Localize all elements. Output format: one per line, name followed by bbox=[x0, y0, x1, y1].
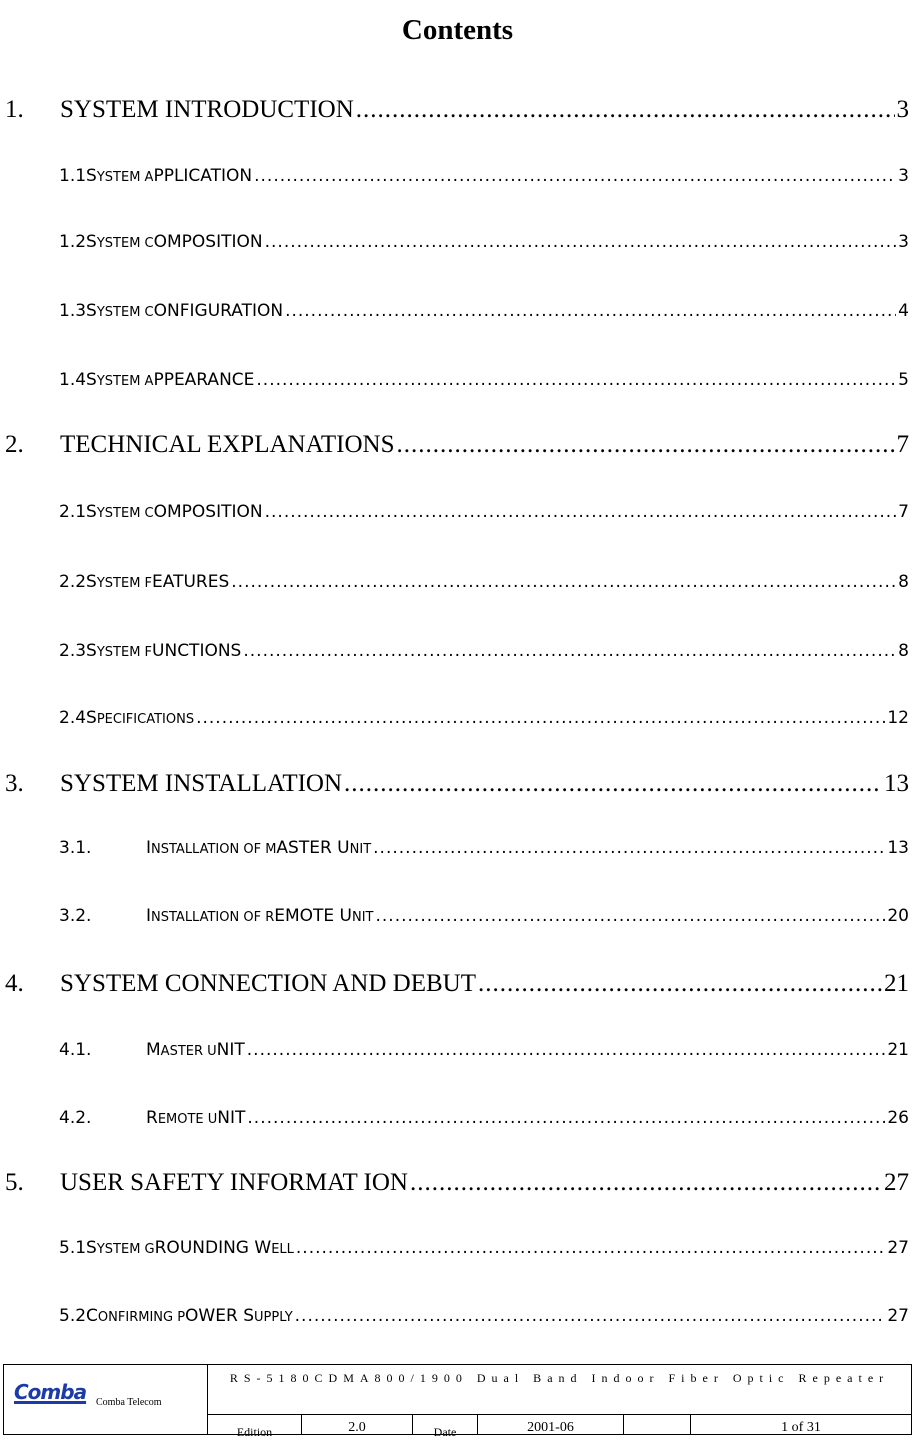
document-meta bbox=[208, 1415, 911, 1439]
toc-section-entry[interactable] bbox=[59, 166, 909, 186]
toc-entry-page: 7 bbox=[898, 502, 909, 522]
toc-label-part: NIT bbox=[352, 910, 374, 925]
toc-label-part: S bbox=[86, 166, 97, 186]
page-number: 1 of 31 bbox=[781, 1420, 821, 1435]
toc-label-part: PECIFICATIONS bbox=[96, 712, 195, 727]
toc-dot-leader bbox=[256, 370, 896, 390]
toc-entry-label bbox=[86, 708, 194, 728]
toc-label-part: UPPLY bbox=[254, 1310, 293, 1325]
toc-label-part: YSTEM F bbox=[96, 576, 153, 591]
toc-label-part: ONFIRMING P bbox=[97, 1310, 186, 1325]
toc-section-entry[interactable] bbox=[59, 502, 909, 522]
toc-dot-leader bbox=[243, 641, 896, 661]
toc-entry-page: 8 bbox=[898, 572, 909, 592]
toc-label-part: UNCTIONS bbox=[152, 641, 242, 661]
toc-dot-leader bbox=[296, 1238, 885, 1258]
toc-label-part: S bbox=[86, 502, 97, 522]
toc-chapter-entry[interactable] bbox=[5, 770, 909, 798]
toc-section-entry[interactable] bbox=[59, 906, 909, 926]
toc-entry-number: 3.2. bbox=[59, 906, 92, 926]
toc-dot-leader bbox=[265, 232, 897, 252]
toc-chapter-entry[interactable] bbox=[5, 970, 909, 998]
toc-entry-number: 5. bbox=[5, 1169, 24, 1196]
toc-label-part: EMOTE U bbox=[157, 1112, 218, 1127]
toc-entry-number: 3. bbox=[5, 770, 24, 797]
document-footer bbox=[3, 1364, 912, 1439]
toc-entry-label bbox=[86, 572, 229, 592]
toc-label-part: S bbox=[86, 301, 97, 321]
toc-label-part: I bbox=[146, 838, 152, 858]
toc-section-entry[interactable] bbox=[59, 1040, 909, 1060]
toc-label-part: NSTALLATION OF M bbox=[151, 842, 277, 857]
toc-label-part: EATURES bbox=[152, 572, 230, 592]
toc-entry-label: SYSTEM INSTALLATION bbox=[60, 770, 343, 797]
toc-label-part: YSTEM A bbox=[96, 374, 154, 389]
toc-entry-number: 1. bbox=[5, 96, 24, 123]
toc-label-part: NSTALLATION OF R bbox=[151, 910, 275, 925]
toc-entry-label: USER SAFETY INFORMAT ION bbox=[60, 1169, 408, 1196]
toc-entry-number: 1.2 bbox=[59, 232, 87, 252]
toc-label-part: ONFIGURATION bbox=[153, 301, 284, 321]
toc-entry-page: 13 bbox=[884, 770, 909, 797]
toc-section-entry[interactable] bbox=[59, 301, 909, 321]
toc-entry-label: SYSTEM CONNECTION AND DEBUT bbox=[60, 970, 476, 997]
toc-chapter-entry[interactable] bbox=[5, 431, 909, 459]
toc-entry-label bbox=[86, 166, 252, 186]
toc-entry-number: 1.3 bbox=[59, 301, 87, 321]
toc-label-part: S bbox=[86, 708, 97, 728]
company-name: Comba Telecom bbox=[96, 1397, 162, 1408]
toc-label-part: PPLICATION bbox=[153, 166, 253, 186]
toc-label-part: S bbox=[86, 1238, 97, 1258]
toc-entry-page: 3 bbox=[898, 232, 909, 252]
toc-section-entry[interactable] bbox=[59, 572, 909, 592]
toc-label-part: C bbox=[86, 1306, 98, 1326]
toc-label-part: YSTEM C bbox=[96, 506, 154, 521]
toc-entry-label bbox=[146, 1108, 245, 1128]
toc-entry-label bbox=[146, 838, 371, 858]
toc-entry-number: 2.3 bbox=[59, 641, 87, 661]
toc-entry-page: 27 bbox=[887, 1238, 909, 1258]
toc-label-part: YSTEM F bbox=[96, 645, 153, 660]
toc-section-entry[interactable] bbox=[59, 370, 909, 390]
toc-entry-page: 21 bbox=[884, 970, 909, 997]
toc-section-entry[interactable] bbox=[59, 232, 909, 252]
toc-section-entry[interactable] bbox=[59, 641, 909, 661]
toc-label-part: YSTEM A bbox=[96, 170, 154, 185]
toc-label-part: NIT bbox=[349, 842, 372, 857]
edition-label: Edition bbox=[208, 1415, 302, 1434]
toc-entry-label bbox=[86, 641, 241, 661]
toc-entry-label bbox=[86, 232, 263, 252]
toc-label-part: ASTER U bbox=[160, 1044, 217, 1059]
toc-entry-number: 5.2 bbox=[59, 1306, 87, 1326]
toc-entry-page: 12 bbox=[887, 708, 909, 728]
toc-entry-number: 3.1. bbox=[59, 838, 92, 858]
toc-entry-label bbox=[86, 301, 283, 321]
toc-label-part: S bbox=[86, 232, 97, 252]
toc-dot-leader bbox=[376, 906, 886, 926]
toc-entry-label bbox=[146, 906, 374, 926]
toc-entry-number: 4.2. bbox=[59, 1108, 92, 1128]
toc-entry-number: 1.4 bbox=[59, 370, 87, 390]
toc-label-part: OMPOSITION bbox=[153, 232, 263, 252]
toc-label-part: R bbox=[146, 1108, 158, 1128]
toc-entry-number: 4.1. bbox=[59, 1040, 92, 1060]
company-logo-cell bbox=[4, 1365, 208, 1434]
toc-label-part: YSTEM C bbox=[96, 305, 154, 320]
toc-entry-page: 3 bbox=[896, 96, 909, 123]
toc-entry-number: 1.1 bbox=[59, 166, 87, 186]
toc-dot-leader bbox=[295, 1306, 886, 1326]
toc-entry-page: 21 bbox=[887, 1040, 909, 1060]
toc-entry-page: 3 bbox=[898, 166, 909, 186]
toc-entry-page: 27 bbox=[884, 1169, 909, 1196]
toc-label-part: S bbox=[86, 641, 97, 661]
toc-entry-label: TECHNICAL EXPLANATIONS bbox=[60, 431, 395, 458]
toc-entry-page: 20 bbox=[887, 906, 909, 926]
toc-entry-page: 27 bbox=[887, 1306, 909, 1326]
date-value: 2001-06 bbox=[478, 1415, 624, 1434]
toc-entry-label bbox=[86, 502, 263, 522]
date-label: Date bbox=[413, 1415, 478, 1434]
toc-dot-leader bbox=[265, 502, 897, 522]
toc-entry-label bbox=[86, 1238, 294, 1258]
toc-dot-leader bbox=[344, 770, 882, 798]
toc-label-part: OWER S bbox=[185, 1306, 254, 1326]
toc-entry-number: 2. bbox=[5, 431, 24, 458]
toc-label-part: M bbox=[146, 1040, 161, 1060]
toc-entry-label bbox=[86, 370, 254, 390]
toc-label-part: YSTEM C bbox=[96, 236, 154, 251]
toc-label-part: I bbox=[146, 906, 152, 926]
toc-section-entry[interactable] bbox=[59, 1238, 909, 1258]
toc-entry-number: 2.4 bbox=[59, 708, 87, 728]
toc-entry-number: 2.2 bbox=[59, 572, 87, 592]
toc-entry-page: 5 bbox=[898, 370, 909, 390]
toc-dot-leader bbox=[410, 1169, 882, 1197]
toc-label-part: ASTER U bbox=[276, 838, 350, 858]
toc-label-part: PPEARANCE bbox=[153, 370, 255, 390]
toc-section-entry[interactable] bbox=[59, 1306, 909, 1326]
toc-dot-leader bbox=[373, 838, 885, 858]
toc-entry-label bbox=[86, 1306, 293, 1326]
toc-dot-leader bbox=[478, 970, 882, 998]
toc-entry-label: SYSTEM INTRODUCTION bbox=[60, 96, 354, 123]
toc-entry-page: 26 bbox=[887, 1108, 909, 1128]
toc-section-entry[interactable] bbox=[59, 1108, 909, 1128]
toc-label-part: NIT bbox=[216, 1040, 245, 1060]
toc-label-part: YSTEM G bbox=[96, 1242, 155, 1257]
toc-entry-number: 2.1 bbox=[59, 502, 87, 522]
toc-dot-leader bbox=[254, 166, 896, 186]
toc-dot-leader bbox=[247, 1108, 885, 1128]
toc-entry-page: 4 bbox=[898, 301, 909, 321]
toc-label-part: EMOTE U bbox=[274, 906, 352, 926]
empty-cell bbox=[624, 1415, 691, 1434]
toc-label-part: ELL bbox=[271, 1242, 294, 1257]
toc-dot-leader bbox=[231, 572, 896, 592]
toc-label-part: ROUNDING W bbox=[154, 1238, 272, 1258]
toc-entry-page: 7 bbox=[896, 431, 909, 458]
toc-label-part: S bbox=[86, 370, 97, 390]
toc-dot-leader bbox=[196, 708, 885, 728]
toc-dot-leader bbox=[396, 431, 894, 459]
toc-label-part: S bbox=[86, 572, 97, 592]
toc-entry-label bbox=[146, 1040, 245, 1060]
toc-chapter-entry[interactable] bbox=[5, 1169, 909, 1197]
comba-logo: Comba bbox=[14, 1380, 87, 1404]
toc-entry-number: 4. bbox=[5, 970, 24, 997]
toc-entry-number: 5.1 bbox=[59, 1238, 87, 1258]
toc-chapter-entry[interactable] bbox=[5, 96, 909, 124]
toc-label-part: NIT bbox=[217, 1108, 246, 1128]
toc-section-entry[interactable] bbox=[59, 838, 909, 858]
toc-dot-leader bbox=[356, 96, 895, 124]
page-title: Contents bbox=[401, 14, 514, 46]
edition-value: 2.0 bbox=[302, 1415, 413, 1434]
toc-dot-leader bbox=[247, 1040, 886, 1060]
document-title: RS-5180CDMA800/1900 Dual Band Indoor Fiber Optic Repeater bbox=[208, 1365, 911, 1415]
toc-entry-page: 13 bbox=[887, 838, 909, 858]
toc-label-part: OMPOSITION bbox=[153, 502, 263, 522]
toc-entry-page: 8 bbox=[898, 641, 909, 661]
toc-dot-leader bbox=[285, 301, 896, 321]
toc-section-entry[interactable] bbox=[59, 708, 909, 728]
